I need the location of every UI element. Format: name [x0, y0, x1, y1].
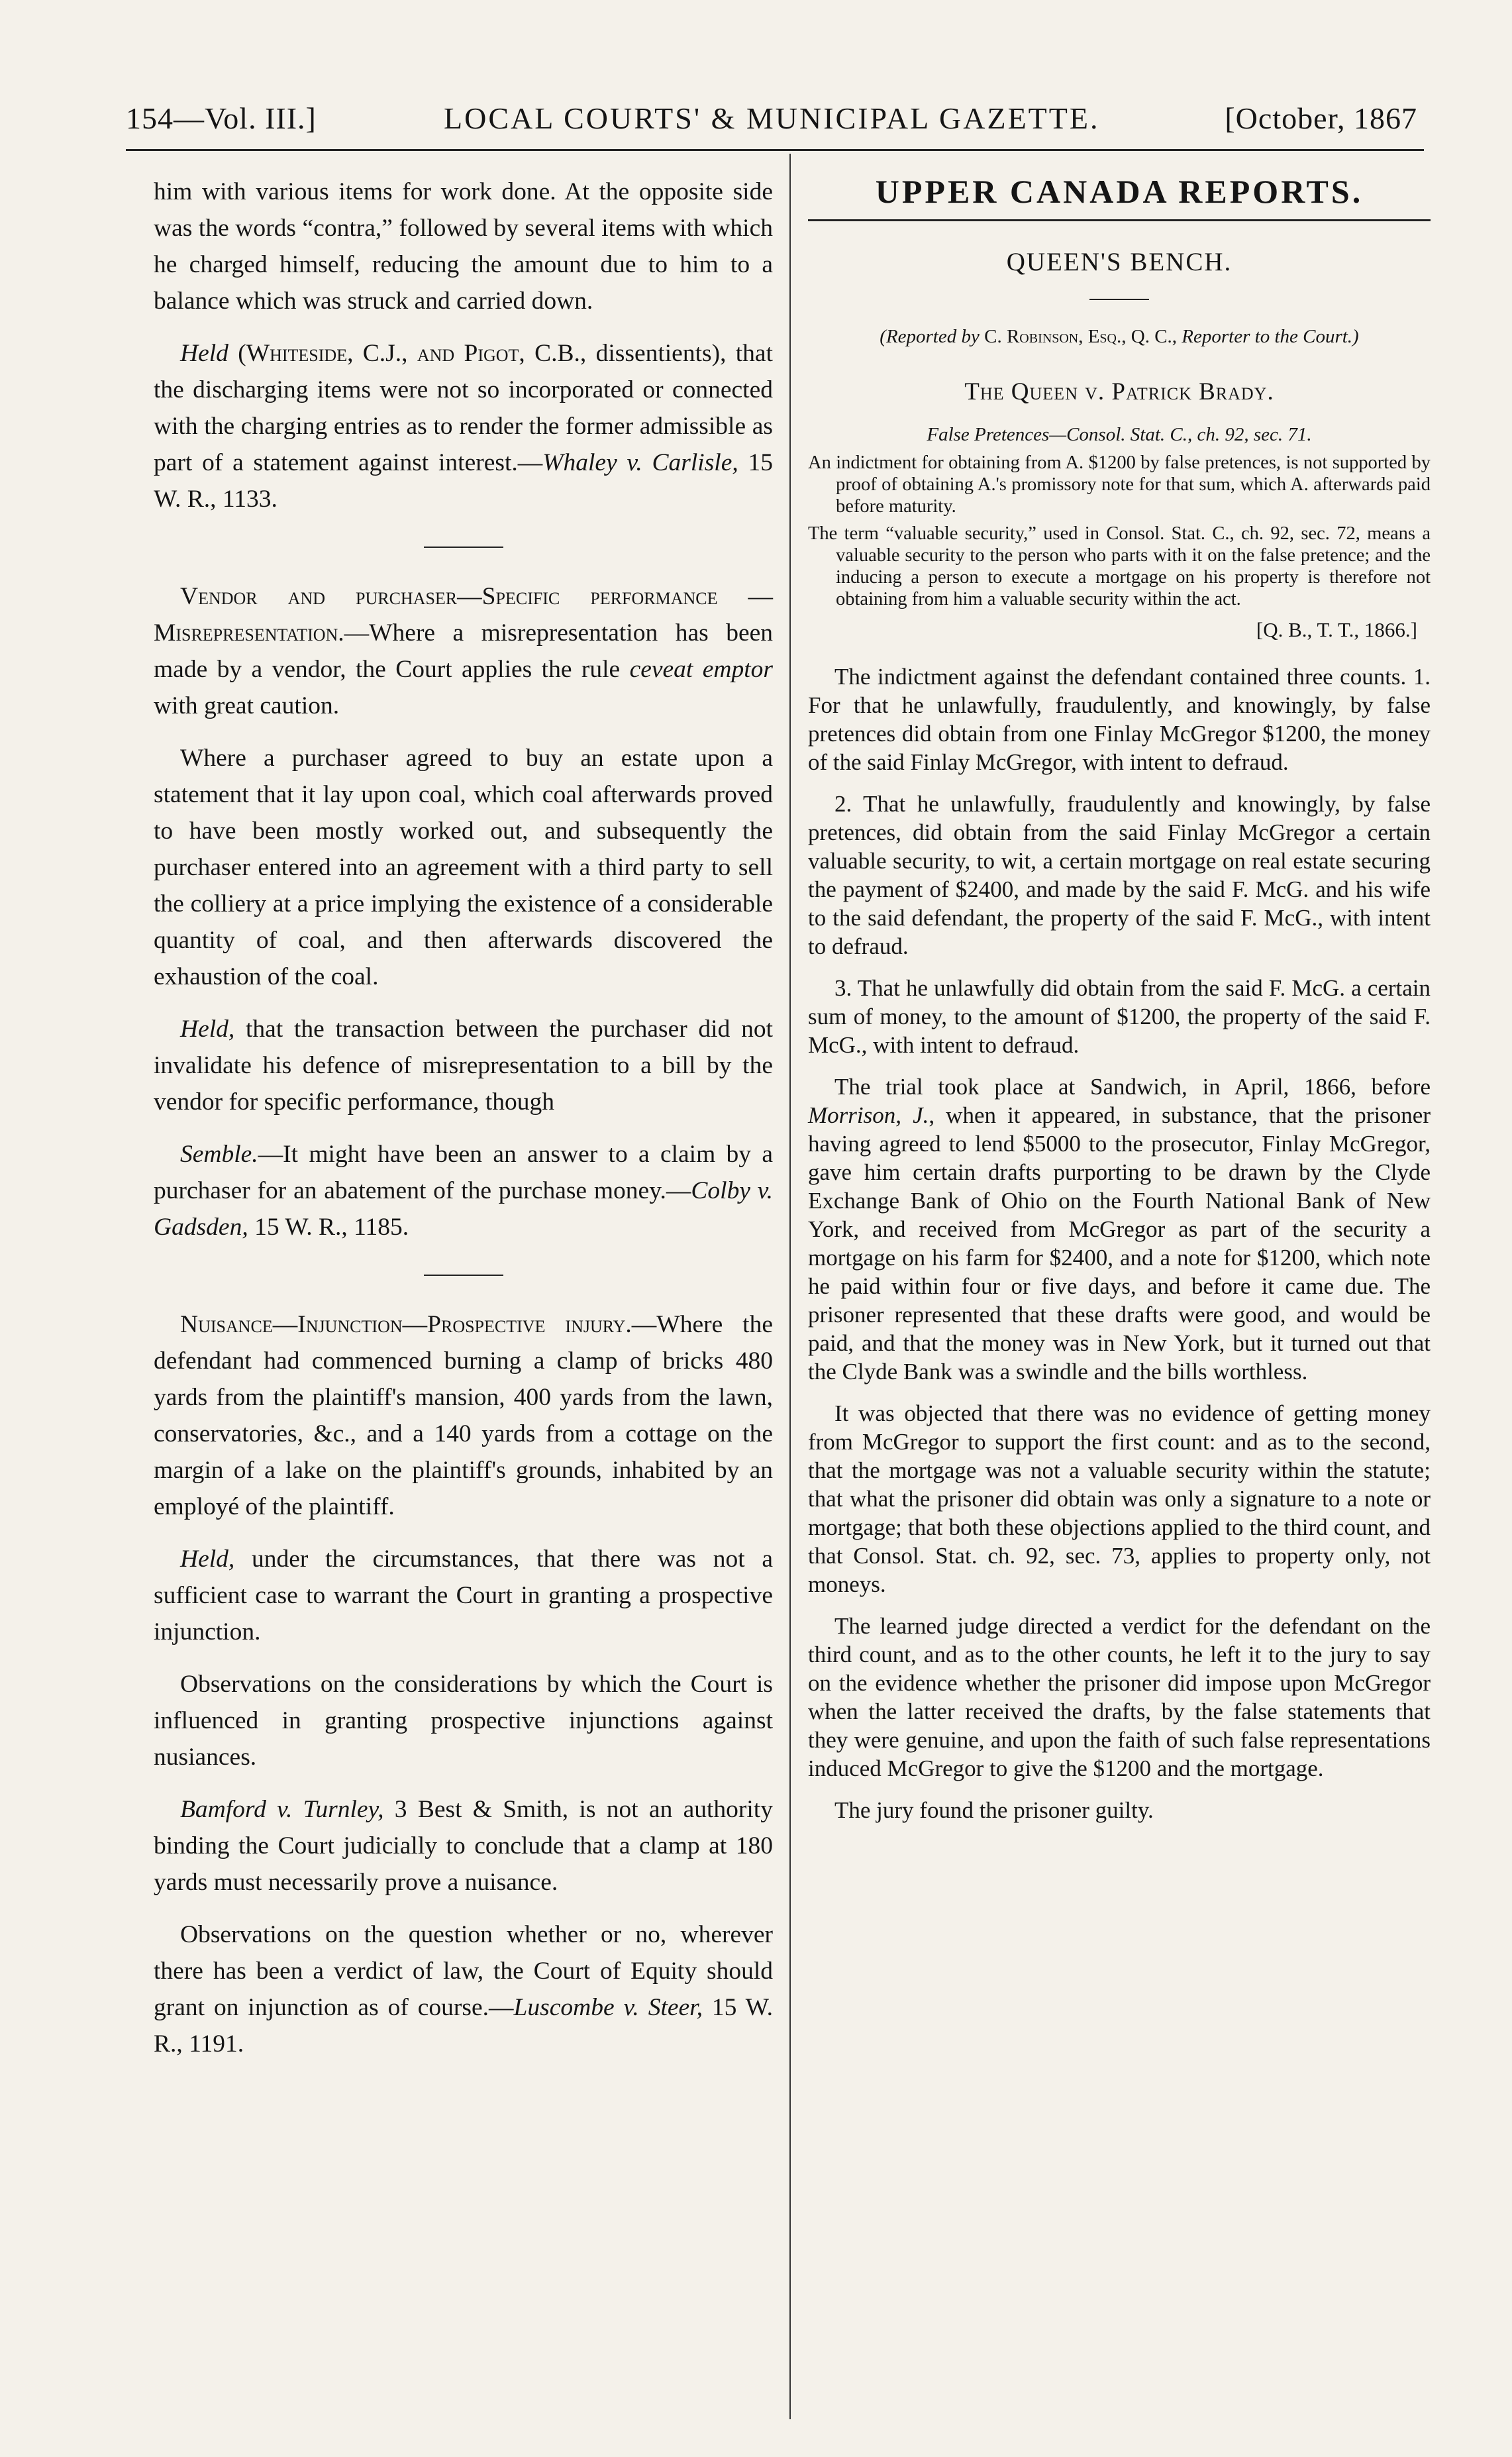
- headnote-2: The term “valuable security,” used in Consol. Stat. C., ch. 92, sec. 72, means a valuable security to the person who parts with it on the false pretence; and the inducing a person to execute a mortgage on his property is therefore not obtaining from him a valuable security within the act.: [808, 523, 1431, 609]
- court-name: QUEEN'S BENCH.: [1006, 248, 1233, 276]
- right-column: [808, 174, 1431, 1838]
- nuisance-bamford: [154, 1791, 773, 1901]
- section-separator: [1089, 299, 1149, 300]
- text-span: 15 W. R., 1191.: [154, 1994, 774, 2058]
- text-span: 3 Best & Smith, is not an authority binding the Court judicially to conclude that a clamp at 180 yards must necessarily prove a nuisance.: [154, 1796, 773, 1896]
- vendor-purchaser-holding: [154, 1011, 773, 1120]
- publication-title: LOCAL COURTS' & MUNICIPAL GAZETTE.: [444, 101, 1100, 135]
- nuisance-headnote: [154, 1306, 773, 1525]
- catchwords: False Pretences—Consol. Stat. C., ch. 92, sec. 71.: [927, 424, 1312, 445]
- page-header: [126, 93, 1417, 146]
- objections: It was objected that there was no evidence of getting money from McGregor to support the first count: and as to the second, that the mortgage was not a valuable security within the statute; that what the prisoner did obtain was only a signature to a note or mortgage; that both these objections applied to the third count, and that Consol. Stat. ch. 92, sec. 73, applies to property only, not moneys.: [808, 1400, 1431, 1597]
- case-name: Bamford v. Turnley,: [180, 1796, 384, 1823]
- case-name: Whaley v. Carlisle,: [542, 449, 738, 476]
- reports-heading: UPPER CANADA REPORTS.: [875, 173, 1364, 210]
- text-span: Reporter to the Court.): [1182, 326, 1359, 347]
- judges-names: Whiteside, C.J., and Pigot, C.B.,: [246, 340, 587, 367]
- reporter-name: C. Robinson,: [984, 326, 1084, 347]
- case-name: Colby v. Gadsden,: [154, 1177, 774, 1241]
- nuisance-equity: [154, 1916, 773, 2062]
- text-span: (: [228, 340, 246, 367]
- indictment-count-1: The indictment against the defendant contained three counts. 1. For that he unlawfully, fraudulently, and knowingly, by false pretences did obtain from one Finlay McGregor $1200, the money of the said Finlay McGregor, with intent to defraud.: [808, 664, 1431, 775]
- text-span: The trial took place at Sandwich, in April, 1866, before: [834, 1074, 1431, 1100]
- topic-heading: Vendor and purchaser—Specific performance — Misrepresentation.: [154, 583, 773, 647]
- trial-facts: [808, 1072, 1431, 1386]
- reporter-line: [808, 323, 1431, 351]
- indictment-count-2: 2. That he unlawfully, fraudulently and knowingly, by false pretences, did obtain from the said Finlay McGregor a certain valuable security, to wit, a certain mortgage on real estate securing the payment of $2400, and made by the said F. McG. and his wife to the said defendant, the property of the said F. McG., with intent to defraud.: [808, 791, 1431, 959]
- whaley-continuation: him with various items for work done. At the opposite side was the words “contra,” followed by several items with which he charged himself, reducing the amount due to him to a balance which was struck and carried down.: [154, 178, 773, 315]
- left-column: [154, 174, 773, 2078]
- case-name: Luscombe v. Steer,: [513, 1994, 703, 2021]
- verdict: The jury found the prisoner guilty.: [834, 1797, 1154, 1823]
- held-label: Held,: [180, 1016, 235, 1043]
- header-rule: [126, 149, 1424, 151]
- text-span: —Where a misrepresentation has been made by a vendor, the Court applies the rule: [154, 619, 773, 683]
- text-span: —Where the defendant had commenced burning a clamp of bricks 480 yards from the plaintiff's mansion, 400 yards from the lawn, conservatories, &c., and a 140 yards from a cottage on the margin of a lake on the plaintiff's grounds, inhabited by an employé of the plaintiff.: [154, 1311, 773, 1520]
- held-label: Held,: [180, 1545, 235, 1573]
- latin-maxim: ceveat emptor: [629, 656, 773, 683]
- text-span: under the circumstances, that there was not a sufficient case to warrant the Court in granting a prospective injunction.: [154, 1545, 773, 1646]
- vendor-purchaser-facts: Where a purchaser agreed to buy an estate upon a statement that it lay upon coal, which coal afterwards proved to have been mostly worked out, and subsequently the purchaser entered into an agreement with a third party to sell the colliery at a price implying the existence of a considerable quantity of coal, and then afterwards discovered the exhaustion of the coal.: [154, 745, 773, 990]
- topic-heading: Nuisance—Injunction—Prospective injury.: [180, 1311, 632, 1338]
- text-span: , when it appeared, in substance, that the prisoner having agreed to lend $5000 to the prosecutor, Finlay McGregor, gave him certain drafts purporting to be drawn by the Clyde Exchange Bank of Ohio on the Fourth National Bank of New York, and received from McGregor as part of the security a mortgage on his farm for $2400, and a note for $1200, which note he paid within four or five days, and before it came due. The prisoner represented that these drafts were good, and would be paid, and that the money was in New York, but it turned out that the Clyde Bank was a swindle and the bills worthless.: [808, 1102, 1431, 1385]
- held-label: Held: [180, 340, 228, 367]
- text-span: with great caution.: [154, 692, 340, 719]
- judge-name: Morrison, J.: [808, 1102, 929, 1128]
- indictment-count-3: 3. That he unlawfully did obtain from the said F. McG. a certain sum of money, to the amount of $1200, the property of the said F. McG., with intent to defraud.: [808, 975, 1431, 1058]
- issue-date: [October, 1867: [1225, 101, 1417, 135]
- text-span: that the transaction between the purchaser did not invalidate his defence of misrepresentation to a bill by the vendor for specific performance, though: [154, 1016, 773, 1116]
- text-span: Esq., Q. C.,: [1083, 326, 1182, 347]
- vendor-purchaser-headnote: [154, 578, 773, 724]
- nuisance-holding: [154, 1541, 773, 1650]
- semble-label: Semble.: [180, 1141, 258, 1168]
- term-citation: [Q. B., T. T., 1866.]: [1256, 618, 1417, 641]
- text-span: (Reported by: [880, 326, 985, 347]
- case-title: The Queen v. Patrick Brady.: [964, 378, 1274, 405]
- section-separator: [424, 547, 503, 548]
- column-divider: [789, 154, 791, 2419]
- text-span: 15 W. R., 1185.: [248, 1214, 409, 1241]
- text-span: —It might have been an answer to a claim by a purchaser for an abatement of the purchase money.—: [154, 1141, 773, 1204]
- section-separator: [424, 1275, 503, 1276]
- text-span: 15 W. R., 1133.: [154, 449, 774, 513]
- text-span: Observations on the question whether or no, wherever there has been a verdict of law, the Court of Equity should grant on injunction as of course.—: [154, 1921, 773, 2021]
- jury-direction: The learned judge directed a verdict for the defendant on the third count, and as to the other counts, he left it to the jury to say on the evidence whether the prisoner did impose upon McGregor when the latter received the drafts, by the false statements that they were genuine, and upon the faith of such false representations induced McGregor to give the $1200 and the mortgage.: [808, 1613, 1431, 1781]
- text-span: dissentients), that the discharging items were not so incorporated or connected with the charging entries as to render the former admissible as part of a statement against interest.—: [154, 340, 773, 476]
- vendor-purchaser-semble: [154, 1136, 773, 1245]
- nuisance-observations: Observations on the considerations by which the Court is influenced in granting prospective injunctions against nusiances.: [154, 1671, 773, 1771]
- page-number: 154—Vol. III.]: [126, 101, 317, 135]
- headnote-1: An indictment for obtaining from A. $1200 by false pretences, is not supported by proof of obtaining A.'s promissory note for that sum, which A. afterwards paid before maturity.: [808, 452, 1431, 517]
- heading-rule: [808, 219, 1431, 221]
- whaley-holding: [154, 335, 773, 517]
